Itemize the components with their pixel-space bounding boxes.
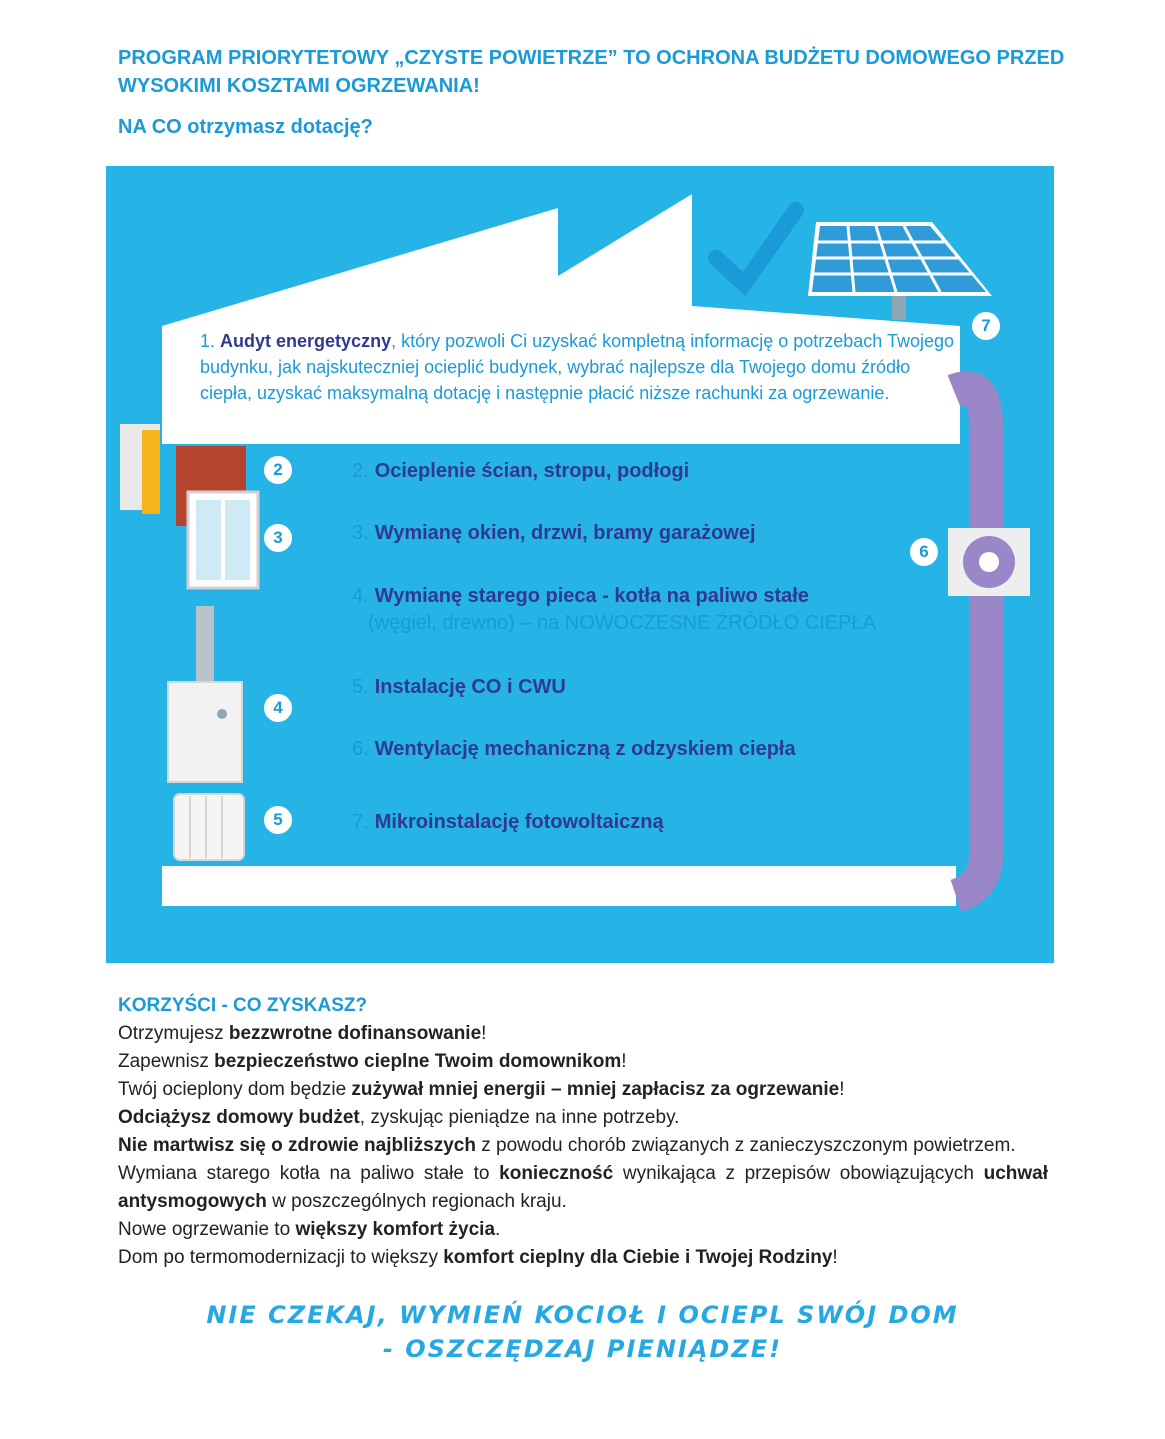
intro-number: 1. <box>200 331 216 351</box>
window-icon <box>188 492 258 588</box>
benefit-line: Odciążysz domowy budżet, zyskując pieniądze na inne potrzeby. <box>118 1107 680 1128</box>
section-question: NA CO otrzymasz dotację? <box>118 116 373 138</box>
list-item: 4. Wymianę starego pieca - kotła na paliwo stałe (węgiel, drewno) – na NOWOCZESNE ŹRÓDŁO CIEPŁA <box>352 585 876 634</box>
benefits-title: KORZYŚCI - CO ZYSKASZ? <box>118 995 368 1016</box>
slogan-line-2: - OSZCZĘDZAJ PIENIĄDZE! <box>382 1335 783 1363</box>
slogan <box>0 1298 1165 1366</box>
ventilation-duct-icon <box>948 388 1030 896</box>
boiler-icon <box>168 606 242 782</box>
badge-5: 5 <box>262 804 294 836</box>
list-item: 2. Ocieplenie ścian, stropu, podłogi <box>352 460 690 482</box>
badge-2: 2 <box>262 454 294 486</box>
radiator-icon <box>174 794 244 860</box>
page-title: PROGRAM PRIORYTETOWY „CZYSTE POWIETRZE” TO OCHRONA BUDŻETU DOMOWEGO PRZED WYSOKIMI KOSZTAMI OGRZEWANIA! <box>118 47 1065 97</box>
benefit-line: Otrzymujesz bezzwrotne dofinansowanie! <box>118 1023 487 1044</box>
slogan-line-1: NIE CZEKAJ, WYMIEŃ KOCIOŁ I OCIEPL SWÓJ DOM <box>206 1301 959 1329</box>
benefits-section <box>118 992 1048 1272</box>
house-illustration <box>106 166 1054 963</box>
list-item: 5. Instalację CO i CWU <box>352 676 566 698</box>
badge-3: 3 <box>262 522 294 554</box>
house-floor <box>162 866 956 906</box>
intro-text: , który pozwoli Ci uzyskać kompletną informację o potrzebach Twojego budynku, jak najskuteczniej ocieplić budynek, wybrać najlepsze dla Twojego domu źródło ciepła, uzyskać maksymalną dotację i następnie płacić niższe rachunki za ogrzewanie. <box>200 331 955 403</box>
list-item: 6. Wentylację mechaniczną z odzyskiem ciepła <box>352 738 796 760</box>
checkmark-icon <box>716 210 796 284</box>
solar-panel-icon <box>808 222 992 320</box>
list-item: 7. Mikroinstalację fotowoltaiczną <box>352 811 664 833</box>
benefit-line: Dom po termomodernizacji to większy komfort cieplny dla Ciebie i Twojej Rodziny! <box>118 1247 838 1268</box>
badge-4: 4 <box>262 692 294 724</box>
intro-audit <box>200 328 960 406</box>
list-item: 3. Wymianę okien, drzwi, bramy garażowej <box>352 522 756 544</box>
benefit-line: Nie martwisz się o zdrowie najbliższych z powodu chorób związanych z zanieczyszczonym powietrzem. <box>118 1135 1016 1156</box>
badge-7: 7 <box>970 310 1002 342</box>
badge-6: 6 <box>908 536 940 568</box>
benefit-line: Nowe ogrzewanie to większy komfort życia. <box>118 1219 501 1240</box>
benefit-line: Twój ocieplony dom będzie zużywał mniej energii – mniej zapłacisz za ogrzewanie! <box>118 1079 845 1100</box>
intro-bold: Audyt energetyczny <box>220 331 392 351</box>
benefit-line: Zapewnisz bezpieczeństwo cieplne Twoim domownikom! <box>118 1051 627 1072</box>
benefit-line: Wymiana starego kotła na paliwo stałe to konieczność wynikająca z przepisów obowiązujących uchwał antysmogowych w poszczególnych regionach kraju. <box>118 1163 1049 1212</box>
house-infographic <box>106 166 1054 963</box>
